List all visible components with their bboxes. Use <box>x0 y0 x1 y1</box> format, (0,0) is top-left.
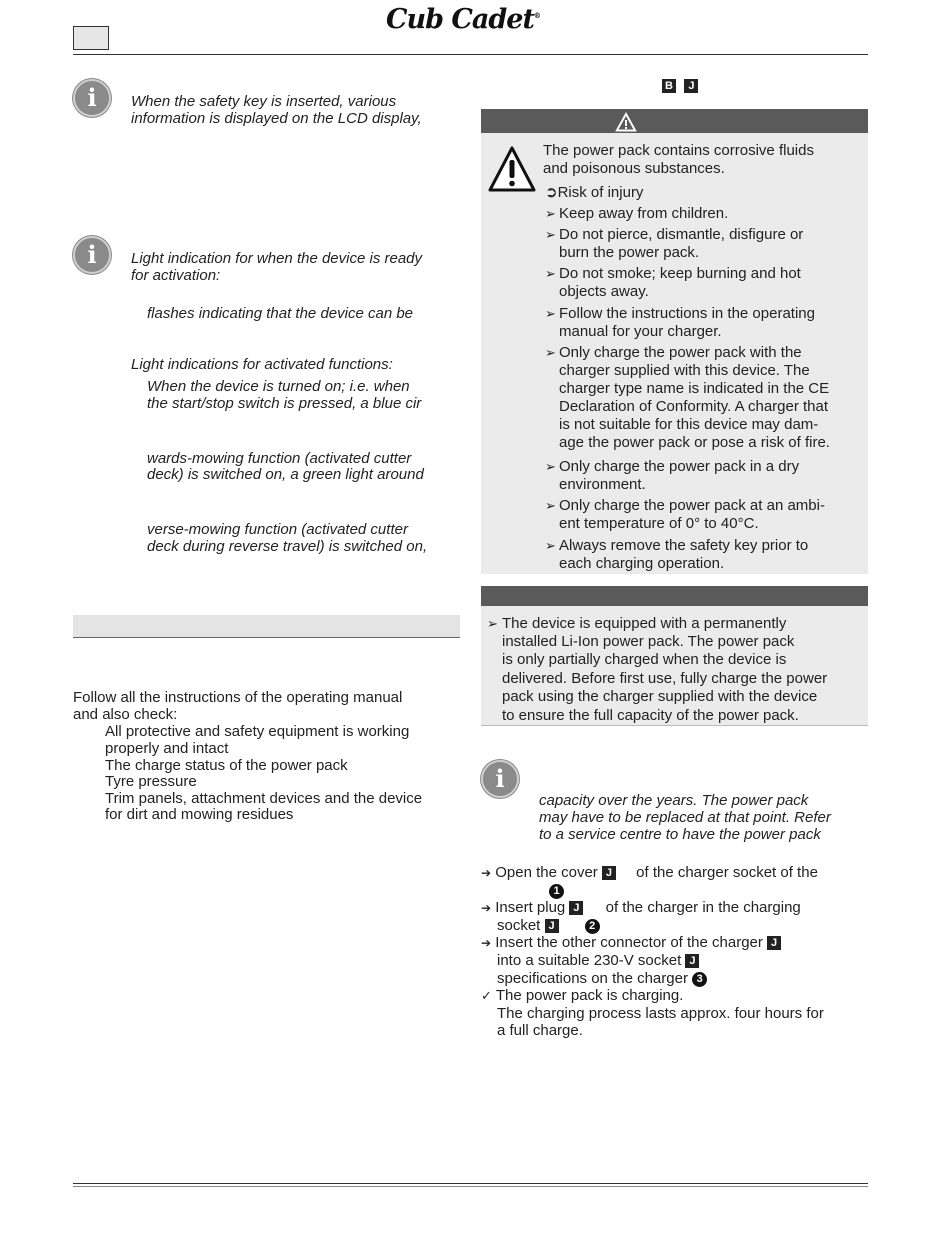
bullet-arrow-icon: ➢ <box>545 266 556 281</box>
bullet-arrow-icon: ➢ <box>545 459 556 474</box>
step-number-3: 3 <box>692 972 707 987</box>
flash-text: flashes indicating that the device can be <box>147 305 414 322</box>
header-rule <box>73 54 868 55</box>
warning-bullet-line: objects away. <box>559 283 649 300</box>
step-number-2: 2 <box>585 919 600 934</box>
li-ion-l2: installed Li-Ion power pack. The power pack <box>502 633 795 650</box>
check-icon: ✓ <box>481 988 492 1003</box>
bullet-arrow-icon: ➢ <box>545 538 556 553</box>
step-arrow-icon: ➔ <box>481 936 492 950</box>
activated-2-l2: deck) is switched on, a green light around <box>147 466 424 483</box>
figure-ref-j: J <box>684 79 698 93</box>
figure-ref-j: J <box>685 954 699 968</box>
warning-bullet-text <box>559 305 864 341</box>
warning-bullet-text <box>559 226 864 262</box>
li-ion-l3: is only partially charged when the device is <box>502 651 787 668</box>
info-note-lcd: When the safety key is inserted, various information is displayed on the LCD display, <box>131 93 422 127</box>
li-bullet-icon: ➢ <box>487 616 498 631</box>
result-l3: a full charge. <box>497 1022 583 1039</box>
activated-1-l2: the start/stop switch is pressed, a blue cir <box>147 395 422 412</box>
warning-bullet-line: ent temperature of 0° to 40°C. <box>559 515 759 532</box>
figure-ref-j: J <box>602 866 616 880</box>
step-arrow-icon: ➔ <box>481 901 492 915</box>
figure-refs <box>662 77 698 95</box>
activated-3-l2: deck during reverse travel) is switched on, <box>147 538 428 555</box>
activated-1-l1: When the device is turned on; i.e. when <box>147 378 410 395</box>
warning-bullet-text <box>559 344 864 452</box>
warning-intro-l2: and poisonous substances. <box>543 160 725 177</box>
warning-bullet-line: each charging operation. <box>559 555 725 572</box>
bullet-arrow-icon: ➢ <box>545 306 556 321</box>
footer-rule <box>73 1183 868 1184</box>
check-item-1-l1: All protective and safety equipment is working <box>105 723 410 740</box>
warning-bullet-line: is not suitable for this device may dam- <box>559 416 819 433</box>
warning-bullet-text <box>559 458 864 494</box>
activated-2-l1: wards-mowing function (activated cutter <box>147 450 412 467</box>
info-capacity-l2: may have to be replaced at that point. Refer <box>539 809 831 826</box>
warning-bullet-line: Declaration of Conformity. A charger that <box>559 398 829 415</box>
step-arrow-icon: ➔ <box>481 866 492 880</box>
info-note-ready-l2: for activation: <box>131 267 221 284</box>
warning-bullet-line: burn the power pack. <box>559 244 700 261</box>
check-item-4-l2: for dirt and mowing residues <box>105 806 294 823</box>
info-icon: i <box>73 79 111 117</box>
warning-bullet-line: Only charge the power pack at an ambi- <box>559 497 825 514</box>
warning-bullet-line: Do not smoke; keep burning and hot <box>559 265 801 282</box>
figure-ref-j: J <box>767 936 781 950</box>
result-l1: ✓ The power pack is charging. <box>481 987 684 1004</box>
warning-bullet-line: age the power pack or pose a risk of fire. <box>559 434 830 451</box>
li-ion-l5: pack using the charger supplied with the device <box>502 688 818 705</box>
check-item-3: Tyre pressure <box>105 773 197 790</box>
info-note-ready-l1: Light indication for when the device is ready <box>131 250 423 267</box>
step-3: ➔ Insert the other connector of the charger J <box>481 934 871 952</box>
warning-bullet-line: Do not pierce, dismantle, disfigure or <box>559 226 804 243</box>
warning-bullet-line: charger type name is indicated in the CE <box>559 380 830 397</box>
step-1: ➔ Open the cover J of the charger socket of the <box>481 864 818 881</box>
bullet-arrow-icon: ➢ <box>545 498 556 513</box>
figure-ref-j: J <box>569 901 583 915</box>
result-l2: The charging process lasts approx. four hours for <box>497 1005 824 1022</box>
li-ion-l6: to ensure the full capacity of the power pack. <box>502 707 799 724</box>
warning-bullet-line: Only charge the power pack in a dry <box>559 458 800 475</box>
warning-bullet-line: charger supplied with this device. The <box>559 362 810 379</box>
figure-ref-j: J <box>545 919 559 933</box>
warning-bullet-text <box>559 265 864 301</box>
brand-logo: Cub Cadet® <box>386 4 541 35</box>
bullet-arrow-icon: ➢ <box>545 345 556 360</box>
warning-bullet-text <box>559 537 864 573</box>
step-2: ➔ Insert plug J of the charger in the charging <box>481 899 801 916</box>
warning-intro-l1: The power pack contains corrosive fluids <box>543 142 814 159</box>
warning-header-bar <box>481 109 868 133</box>
risk-line: ➲Risk of injury <box>545 184 644 201</box>
activated-functions-title: Light indications for activated functions: <box>131 356 393 373</box>
warning-bullet-line: Only charge the power pack with the <box>559 344 802 361</box>
step-3-l3: specifications on the charger 3 <box>497 970 707 987</box>
info-capacity-l3: to a service centre to have the power pack <box>539 826 821 843</box>
info-icon: i <box>73 236 111 274</box>
check-item-4-l1: Trim panels, attachment devices and the device <box>105 790 423 807</box>
warning-header-icon <box>615 112 637 132</box>
warning-bullet-text <box>559 497 864 533</box>
warning-bullet-line: Follow the instructions in the operating <box>559 305 815 322</box>
risk-arrow-icon: ➲ <box>545 184 558 201</box>
bullet-arrow-icon: ➢ <box>545 227 556 242</box>
charging-heading-bar <box>481 586 868 606</box>
li-ion-l4: delivered. Before first use, fully charge the power <box>502 670 828 687</box>
check-intro-l2: and also check: <box>73 706 178 723</box>
step-3-l2: into a suitable 230-V socket J <box>497 952 699 969</box>
bullet-arrow-icon: ➢ <box>545 206 556 221</box>
warning-bullet-line: manual for your charger. <box>559 323 722 340</box>
warning-bullet-line: Keep away from children. <box>559 205 729 222</box>
li-ion-l1: The device is equipped with a permanently <box>502 615 787 632</box>
info-icon: i <box>481 760 519 798</box>
page-number-box <box>73 26 109 50</box>
section-heading-bar <box>73 615 460 638</box>
step-number-1: 1 <box>549 883 564 901</box>
warning-bullet-text <box>559 205 864 223</box>
check-item-2: The charge status of the power pack <box>105 757 348 774</box>
warning-triangle-icon <box>488 146 536 192</box>
warning-bullet-line: environment. <box>559 476 646 493</box>
footer-rule-2 <box>73 1186 868 1187</box>
step-2-l2: socket J 2 <box>497 917 600 934</box>
info-capacity-l1: capacity over the years. The power pack <box>539 792 809 809</box>
check-intro-l1: Follow all the instructions of the operating manual <box>73 689 403 706</box>
figure-ref-b: B <box>662 79 676 93</box>
check-item-1-l2: properly and intact <box>105 740 229 757</box>
warning-bullet-line: Always remove the safety key prior to <box>559 537 809 554</box>
activated-3-l1: verse-mowing function (activated cutter <box>147 521 408 538</box>
